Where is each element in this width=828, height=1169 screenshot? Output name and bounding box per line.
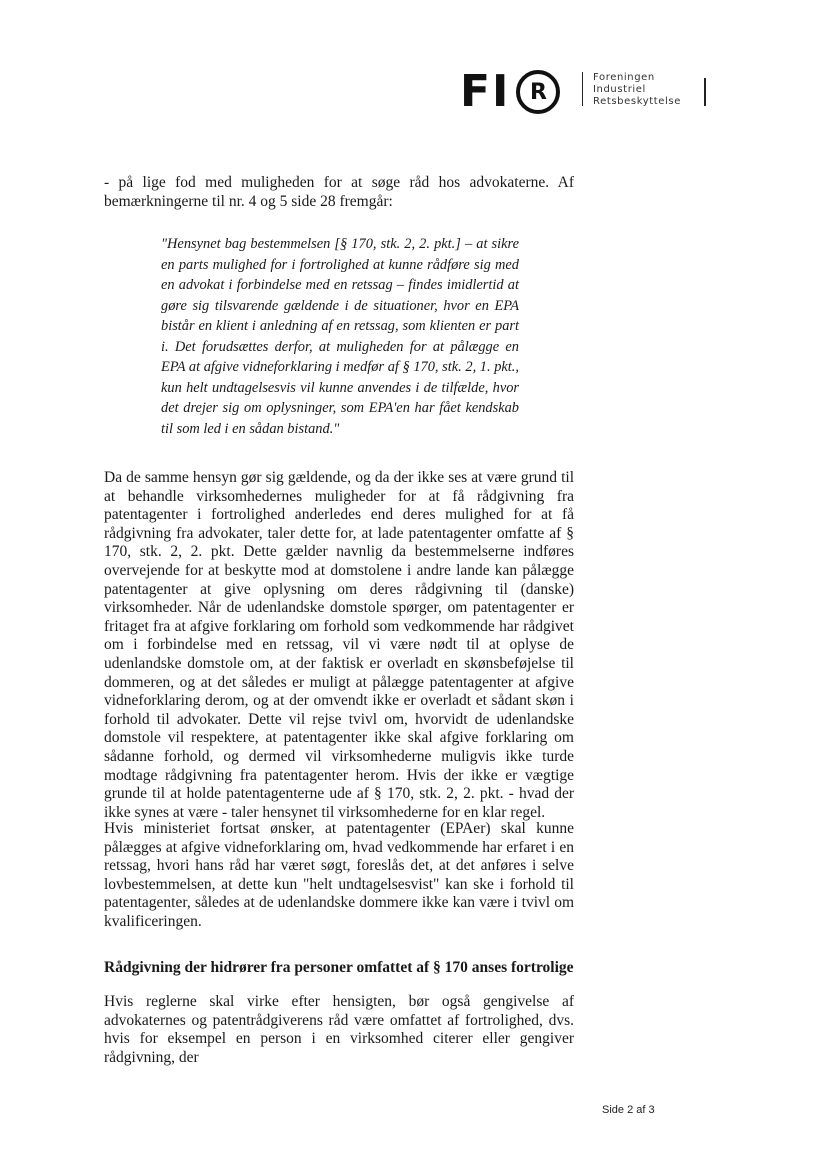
body-paragraph-1: Da de samme hensyn gør sig gældende, og da der ikke ses at være grund til at behandle virksomhedernes muligheder for at få rådgivning fra patentagenter i fortrolighed anderledes end deres mulighed for at få rådgivning fra advokater, taler dette for, at lade patentagenter omfatte af § 170, stk. 2, 2. pkt. Dette gælder navnlig da bestemmelserne indføres overvejende for at beskytte mod at domstolene i andre lande kan pålægge patentagenter at give oplysning om deres rådgivning til (danske) virksomheder. Når de udenlandske domstole spørger, om patentagenter er fritaget fra at afgive forklaring om forhold som vedkommende har rådgivet om i forbindelse med en retssag, vil vi være nødt til at oplyse de udenlandske domstole om, at der faktisk er overladt en skønsbeføjelse til dommeren, og at det således er muligt at pålægge patentagenter at afgive vidneforklaring derom, og at der omvendt ikke er overladt et sådant skøn i forhold til advokater. Dette vil rejse tvivl om, hvorvidt de udenlandske domstole vil respektere, at patentagenter ikke skal afgive forklaring om sådanne forhold, og dermed vil virksomhederne muligvis ikke turde modtage rådgivning fra patentagenter herom. Hvis der ikke er vægtige grunde til at holde patentagenterne ude af § 170, stk. 2, 2. pkt. - hvad der ikke synes at være - taler hensynet til virksomhederne for en klar regel. — [104, 469, 574, 821]
org-line-2: Industriel — [593, 84, 646, 95]
header-divider — [704, 78, 706, 106]
quoted-remarks: "Hensynet bag bestemmelsen [§ 170, stk. 2, 2. pkt.] – at sikre en parts mulighed for i fortrolighed at kunne rådføre sig med en advokat i forbindelse med en retssag – findes imidlertid at gøre sig tilsvarende gældende i de situationer, hvor en EPA bistår en klient i anledning af en retssag, som klienten er part i. Det forudsættes derfor, at muligheden for at pålægge en EPA at afgive vidneforklaring i medfør af § 170, stk. 2, 1. pkt., kun helt undtagelsesvis vil kunne anvendes i de tilfælde, hvor det drejer sig om oplysninger, som EPA'en har fået kendskab til som led i en sådan bistand." — [161, 236, 519, 437]
organization-name — [582, 72, 681, 106]
page-number: Side 2 af 3 — [602, 1104, 655, 1116]
logo-text: FI — [460, 66, 511, 117]
registered-mark-icon: R — [516, 70, 560, 114]
section-heading: Rådgivning der hidrører fra personer omfattet af § 170 anses fortrolige — [104, 959, 574, 976]
body-paragraph-2: Hvis ministeriet fortsat ønsker, at patentagenter (EPAer) skal kunne pålægges at afgive vidneforklaring om, hvad vedkommende har erfaret i en retssag, hvori hans råd har været søgt, foreslås det, at det anføres i selve lovbestemmelsen, at dette kun "helt undtagelsesvist" kan ske i forhold til patentagenter, således at de udenlandske dommere ikke kan være i tvivl om kvalificeringen. — [104, 820, 574, 930]
body-paragraph-3: Hvis reglerne skal virke efter hensigten, bør også gengivelse af advokaternes og patentrådgiverens råd være omfattet af fortrolighed, dvs. hvis for eksempel en person i en virksomhed citerer eller gengiver rådgivning, der — [104, 993, 574, 1066]
fir-logo — [460, 66, 560, 117]
intro-paragraph: - på lige fod med muligheden for at søge råd hos advokaterne. Af bemærkningerne til nr. 4 og 5 side 28 fremgår: — [104, 174, 574, 210]
org-line-1: Foreningen — [593, 72, 655, 83]
org-line-3: Retsbeskyttelse — [593, 96, 681, 107]
